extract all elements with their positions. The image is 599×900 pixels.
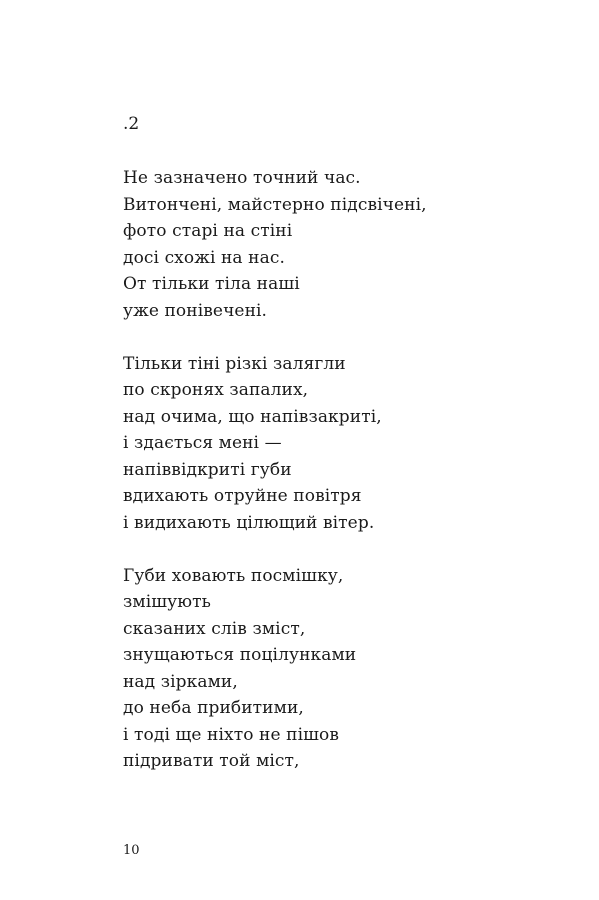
poem — [123, 165, 427, 801]
poem-line: фото старі на стіні — [123, 221, 293, 241]
poem-line: знущаються поцілунками — [123, 645, 357, 665]
poem-line: і видихають цілющий вітер. — [123, 512, 375, 533]
poem-line: От тільки тіла наші — [123, 274, 300, 294]
poem-line: Не зазначено точний час. — [123, 168, 361, 188]
poem-line: Тільки тіні різкі залягли — [123, 353, 346, 374]
poem-line: уже понівечені. — [123, 300, 268, 321]
poem-line: по скронях запалих, — [123, 380, 309, 400]
poem-line: і здається мені — — [123, 433, 282, 453]
poem-line: вдихають отруйне повітря — [123, 486, 362, 506]
poem-line: Витончені, майстерно підсвічені, — [123, 194, 427, 215]
poem-line: над очима, що напівзакриті, — [123, 406, 382, 427]
poem-line: Губи ховають посмішку, — [123, 565, 344, 586]
poem-line: досі схожі на нас. — [123, 247, 285, 268]
poem-line: змішують — [123, 592, 211, 612]
poem-line: підривати той міст, — [123, 751, 300, 771]
poem-line: і тоді ще ніхто не пішов — [123, 724, 340, 745]
poem-line: над зірками, — [123, 671, 238, 692]
page-number: 10 — [123, 843, 140, 858]
stanza-3 — [123, 563, 427, 775]
poem-line: до неба прибитими, — [123, 698, 304, 718]
poem-line: сказаних слів зміст, — [123, 618, 306, 639]
stanza-1 — [123, 165, 427, 324]
poem-line: напіввідкриті губи — [123, 459, 292, 480]
stanza-2 — [123, 351, 427, 537]
section-number: .2 — [123, 114, 140, 134]
